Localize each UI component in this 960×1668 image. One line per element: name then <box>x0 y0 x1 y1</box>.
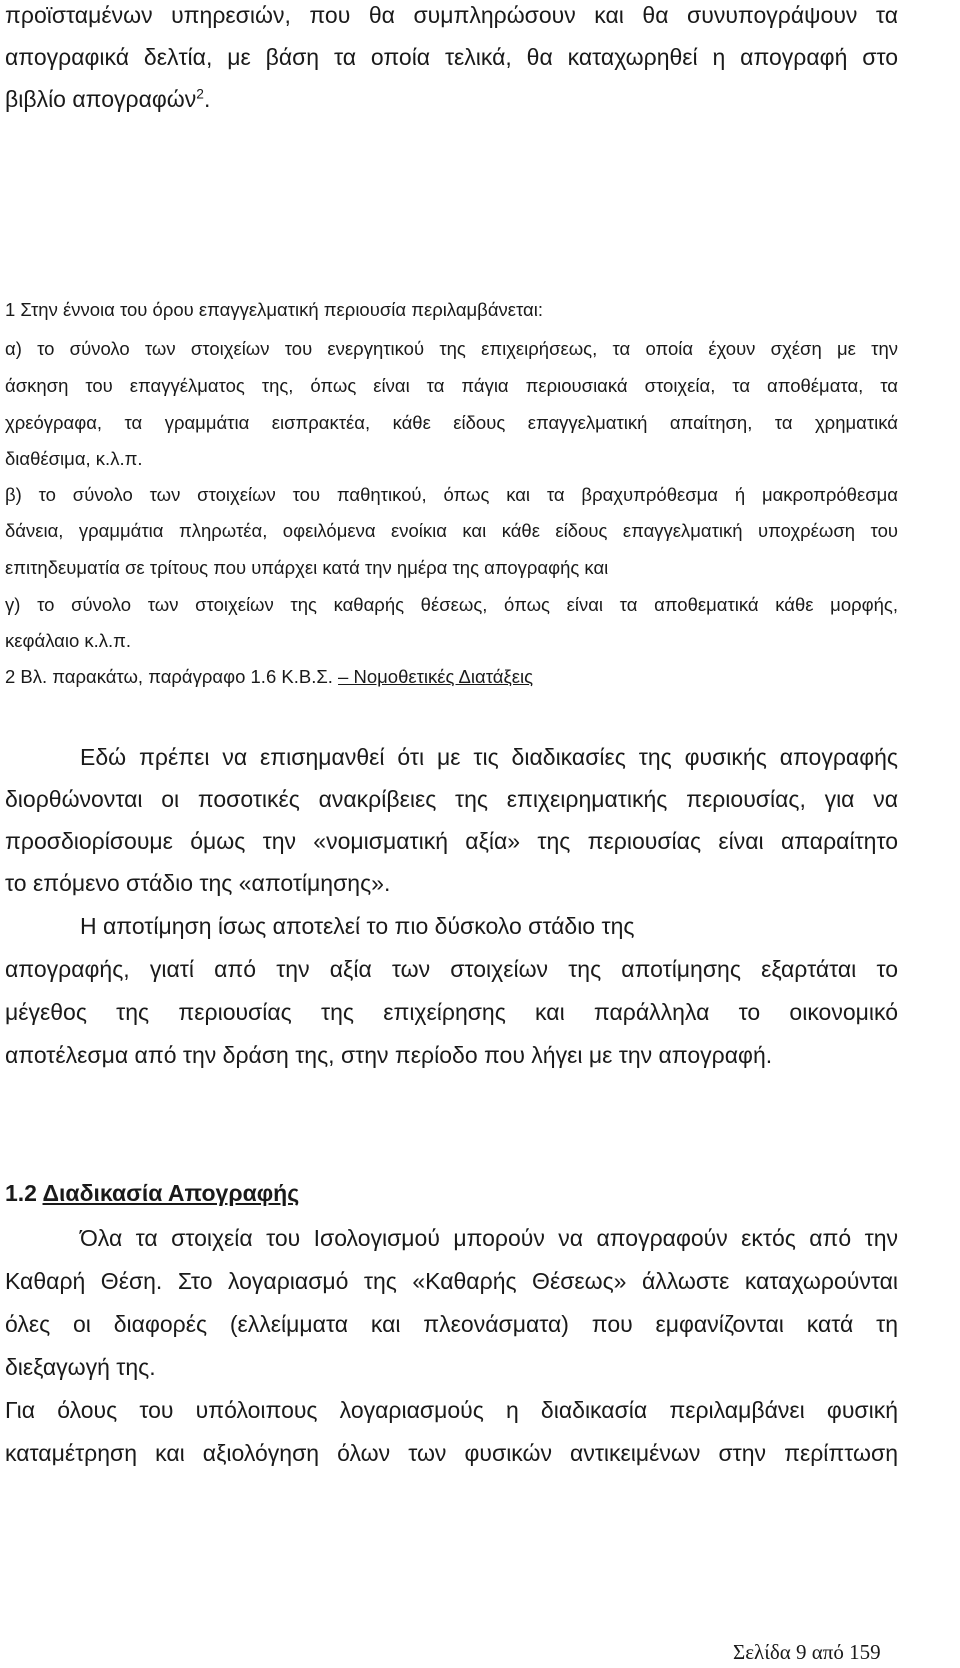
section-title: Διαδικασία Απογραφής <box>42 1180 300 1206</box>
section-heading <box>5 1180 905 1207</box>
footnote-line: επιτηδευματία σε τρίτους που υπάρχει κατά την ημέρα της απογραφής και <box>5 557 609 578</box>
body-text-line <box>5 86 905 113</box>
body-text-line: διορθώνονται οι ποσοτικές ανακρίβειες της επιχειρηματικής περιουσίας, για να <box>5 786 898 812</box>
body-text-line: Όλα τα στοιχεία του Ισολογισμού μπορούν να απογραφούν εκτός από την <box>80 1225 898 1251</box>
footnote-line: α) το σύνολο των στοιχείων του ενεργητικού της επιχειρήσεως, τα οποία έχουν σχέση με την <box>5 338 898 359</box>
body-text-line: όλες οι διαφορές (ελλείμματα και πλεονάσματα) που εμφανίζονται κατά τη <box>5 1311 898 1337</box>
footnote-line: δάνεια, γραμμάτια πληρωτέα, οφειλόμενα ενοίκια και κάθε είδους επαγγελματική υποχρέωση του <box>5 520 898 541</box>
body-text-line: Καθαρή Θέση. Στο λογαριασμό της «Καθαρής Θέσεως» άλλωστε καταχωρούνται <box>5 1268 898 1294</box>
footnote-line: 1 Στην έννοια του όρου επαγγελματική περιουσία περιλαμβάνεται: <box>5 299 543 320</box>
body-text-line: απογραφής, γιατί από την αξία των στοιχείων της αποτίμησης εξαρτάται το <box>5 956 898 982</box>
footnote-line: κεφάλαιο κ.λ.π. <box>5 630 132 651</box>
body-text-line: Η αποτίμηση ίσως αποτελεί το πιο δύσκολο στάδιο της <box>80 913 635 939</box>
footnote-text: 2 Βλ. παρακάτω, παράγραφο 1.6 Κ.Β.Σ. <box>5 666 339 687</box>
footnote-line: χρεόγραφα, τα γραμμάτια εισπρακτέα, κάθε είδους επαγγελματική απαίτηση, τα χρηματικά <box>5 412 898 433</box>
body-text-fragment: βιβλίο απογραφών <box>5 86 197 112</box>
footnote-line: διαθέσιμα, κ.λ.π. <box>5 448 143 469</box>
footnote-reference[interactable]: 2 <box>196 86 204 102</box>
footnote-line <box>5 666 905 688</box>
body-text-line: διεξαγωγή της. <box>5 1354 156 1380</box>
body-text-line: το επόμενο στάδιο της «αποτίμησης». <box>5 870 391 896</box>
body-text-line: αποτέλεσμα από την δράση της, στην περίοδο που λήγει με την απογραφή. <box>5 1042 773 1068</box>
footnote-line: γ) το σύνολο των στοιχείων της καθαρής θέσεως, όπως είναι τα αποθεματικά κάθε μορφής, <box>5 594 898 615</box>
footnote-line: άσκηση του επαγγέλματος της, όπως είναι τα πάγια περιουσιακά στοιχεία, τα αποθέματα, τα <box>5 375 898 396</box>
body-text-line: καταμέτρηση και αξιολόγηση όλων των φυσικών αντικειμένων στην περίπτωση <box>5 1440 898 1466</box>
body-text-fragment: . <box>203 86 211 112</box>
body-text-line: μέγεθος της περιουσίας της επιχείρησης και παράλληλα το οικονομικό <box>5 999 898 1025</box>
footnote-cross-reference-link[interactable]: – Νομοθετικές Διατάξεις <box>338 666 534 687</box>
body-text-line: Για όλους του υπόλοιπους λογαριασμούς η διαδικασία περιλαμβάνει φυσική <box>5 1397 898 1423</box>
page-number: Σελίδα 9 από 159 <box>733 1640 881 1664</box>
body-text-line: Εδώ πρέπει να επισημανθεί ότι με τις διαδικασίες της φυσικής απογραφής <box>80 744 898 770</box>
footnote-line: β) το σύνολο των στοιχείων του παθητικού, όπως και τα βραχυπρόθεσμα ή μακροπρόθεσμα <box>5 484 898 505</box>
body-text-line: απογραφικά δελτία, με βάση τα οποία τελικά, θα καταχωρηθεί η απογραφή στο <box>5 44 898 70</box>
section-number: 1.2 <box>5 1180 43 1206</box>
body-text-line: προσδιορίσουμε όμως την «νομισματική αξία» της περιουσίας είναι απαραίτητο <box>5 828 898 854</box>
body-text-line: προϊσταμένων υπηρεσιών, που θα συμπληρώσουν και θα συνυπογράψουν τα <box>5 2 898 28</box>
